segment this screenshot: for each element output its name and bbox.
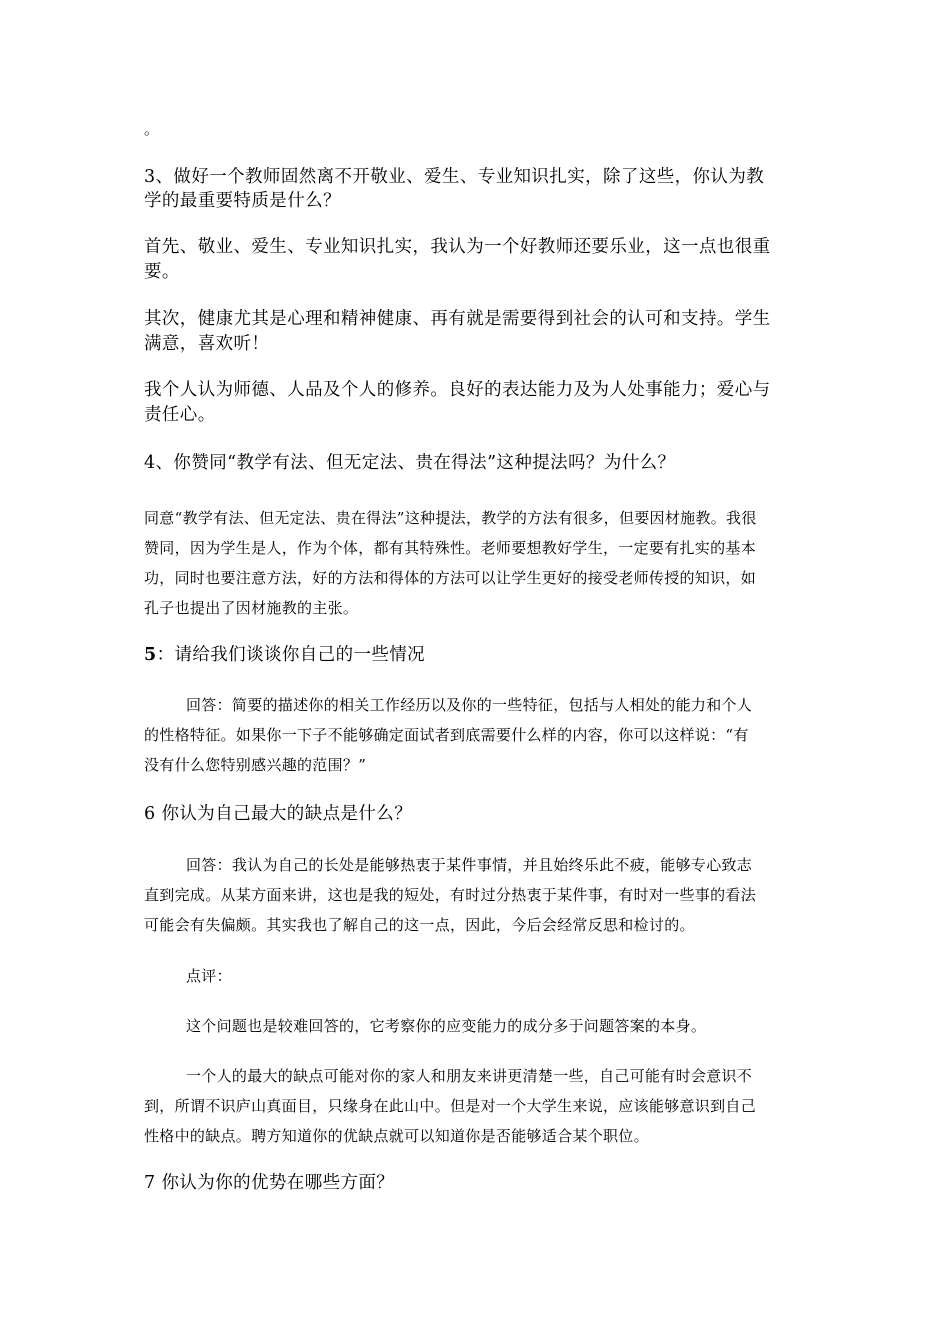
answer-5-line-3: 没有什么您特别感兴趣的范围？” xyxy=(144,756,367,774)
answer-3b-line-2: 满意，喜欢听！ xyxy=(144,334,270,354)
question-7: 7 你认为你的优势在哪些方面？ xyxy=(144,1173,395,1193)
question-5-text: 请给我们谈谈你自己的一些情况 xyxy=(174,645,426,665)
answer-6-line-1: 回答：我认为自己的长处是能够热衷于某件事情，并且始终乐此不疲，能够专心致志 xyxy=(186,856,753,874)
question-5-number: 5 xyxy=(144,645,157,665)
answer-4-line-2: 赞同，因为学生是人，作为个体，都有其特殊性。老师要想教好学生，一定要有扎实的基本 xyxy=(144,539,757,557)
answer-3c-line-2: 责任心。 xyxy=(144,405,216,425)
review-paragraph-2-line-1: 一个人的最大的缺点可能对你的家人和朋友来讲更清楚一些，自己可能有时会意识不 xyxy=(186,1067,753,1085)
question-5 xyxy=(144,641,808,666)
review-paragraph-1: 这个问题也是较难回答的，它考察你的应变能力的成分多于问题答案的本身。 xyxy=(186,1017,707,1035)
answer-5-line-1: 回答：简要的描述你的相关工作经历以及你的一些特征，包括与人相处的能力和个人 xyxy=(186,696,753,714)
question-6: 6 你认为自己最大的缺点是什么？ xyxy=(144,804,413,824)
answer-4-line-1: 同意“教学有法、但无定法、贵在得法”这种提法，教学的方法有很多，但要因材施教。我很 xyxy=(144,509,757,527)
answer-3b-line-1: 其次，健康尤其是心理和精神健康、再有就是需要得到社会的认可和支持。学生 xyxy=(144,309,771,329)
question-3-line-2: 学的最重要特质是什么？ xyxy=(144,191,341,211)
answer-4-line-3: 功，同时也要注意方法，好的方法和得体的方法可以让学生更好的接受老师传授的知识，如 xyxy=(144,569,757,587)
answer-5-line-2: 的性格特征。如果你一下子不能够确定面试者到底需要什么样的内容，你可以这样说：“有 xyxy=(144,726,749,744)
answer-3c-line-1: 我个人认为师德、人品及个人的修养。良好的表达能力及为人处事能力；爱心与 xyxy=(144,380,771,400)
question-5-colon: ： xyxy=(156,645,175,665)
paragraph-fragment: 。 xyxy=(144,120,160,138)
answer-3a-line-2: 要。 xyxy=(144,262,180,282)
review-paragraph-2-line-2: 到，所谓不识庐山真面目，只缘身在此山中。但是对一个大学生来说，应该能够意识到自己 xyxy=(144,1097,757,1115)
answer-6-line-3: 可能会有失偏颇。其实我也了解自己的这一点，因此，今后会经常反思和检讨的。 xyxy=(144,916,695,934)
answer-6-line-2: 直到完成。从某方面来讲，这也是我的短处，有时过分热衷于某件事，有时对一些事的看法 xyxy=(144,886,757,904)
answer-4-line-4: 孔子也提出了因材施教的主张。 xyxy=(144,599,359,617)
question-3-line-1: 3、做好一个教师固然离不开敬业、爱生、专业知识扎实，除了这些，你认为教 xyxy=(144,167,765,187)
review-paragraph-2-line-3: 性格中的缺点。聘方知道你的优缺点就可以知道你是否能够适合某个职位。 xyxy=(144,1127,649,1145)
review-label: 点评： xyxy=(186,967,232,985)
question-4: 4、你赞同“教学有法、但无定法、贵在得法”这种提法吗？为什么？ xyxy=(144,453,676,473)
answer-3a-line-1: 首先、敬业、爱生、专业知识扎实，我认为一个好教师还要乐业，这一点也很重 xyxy=(144,237,771,257)
